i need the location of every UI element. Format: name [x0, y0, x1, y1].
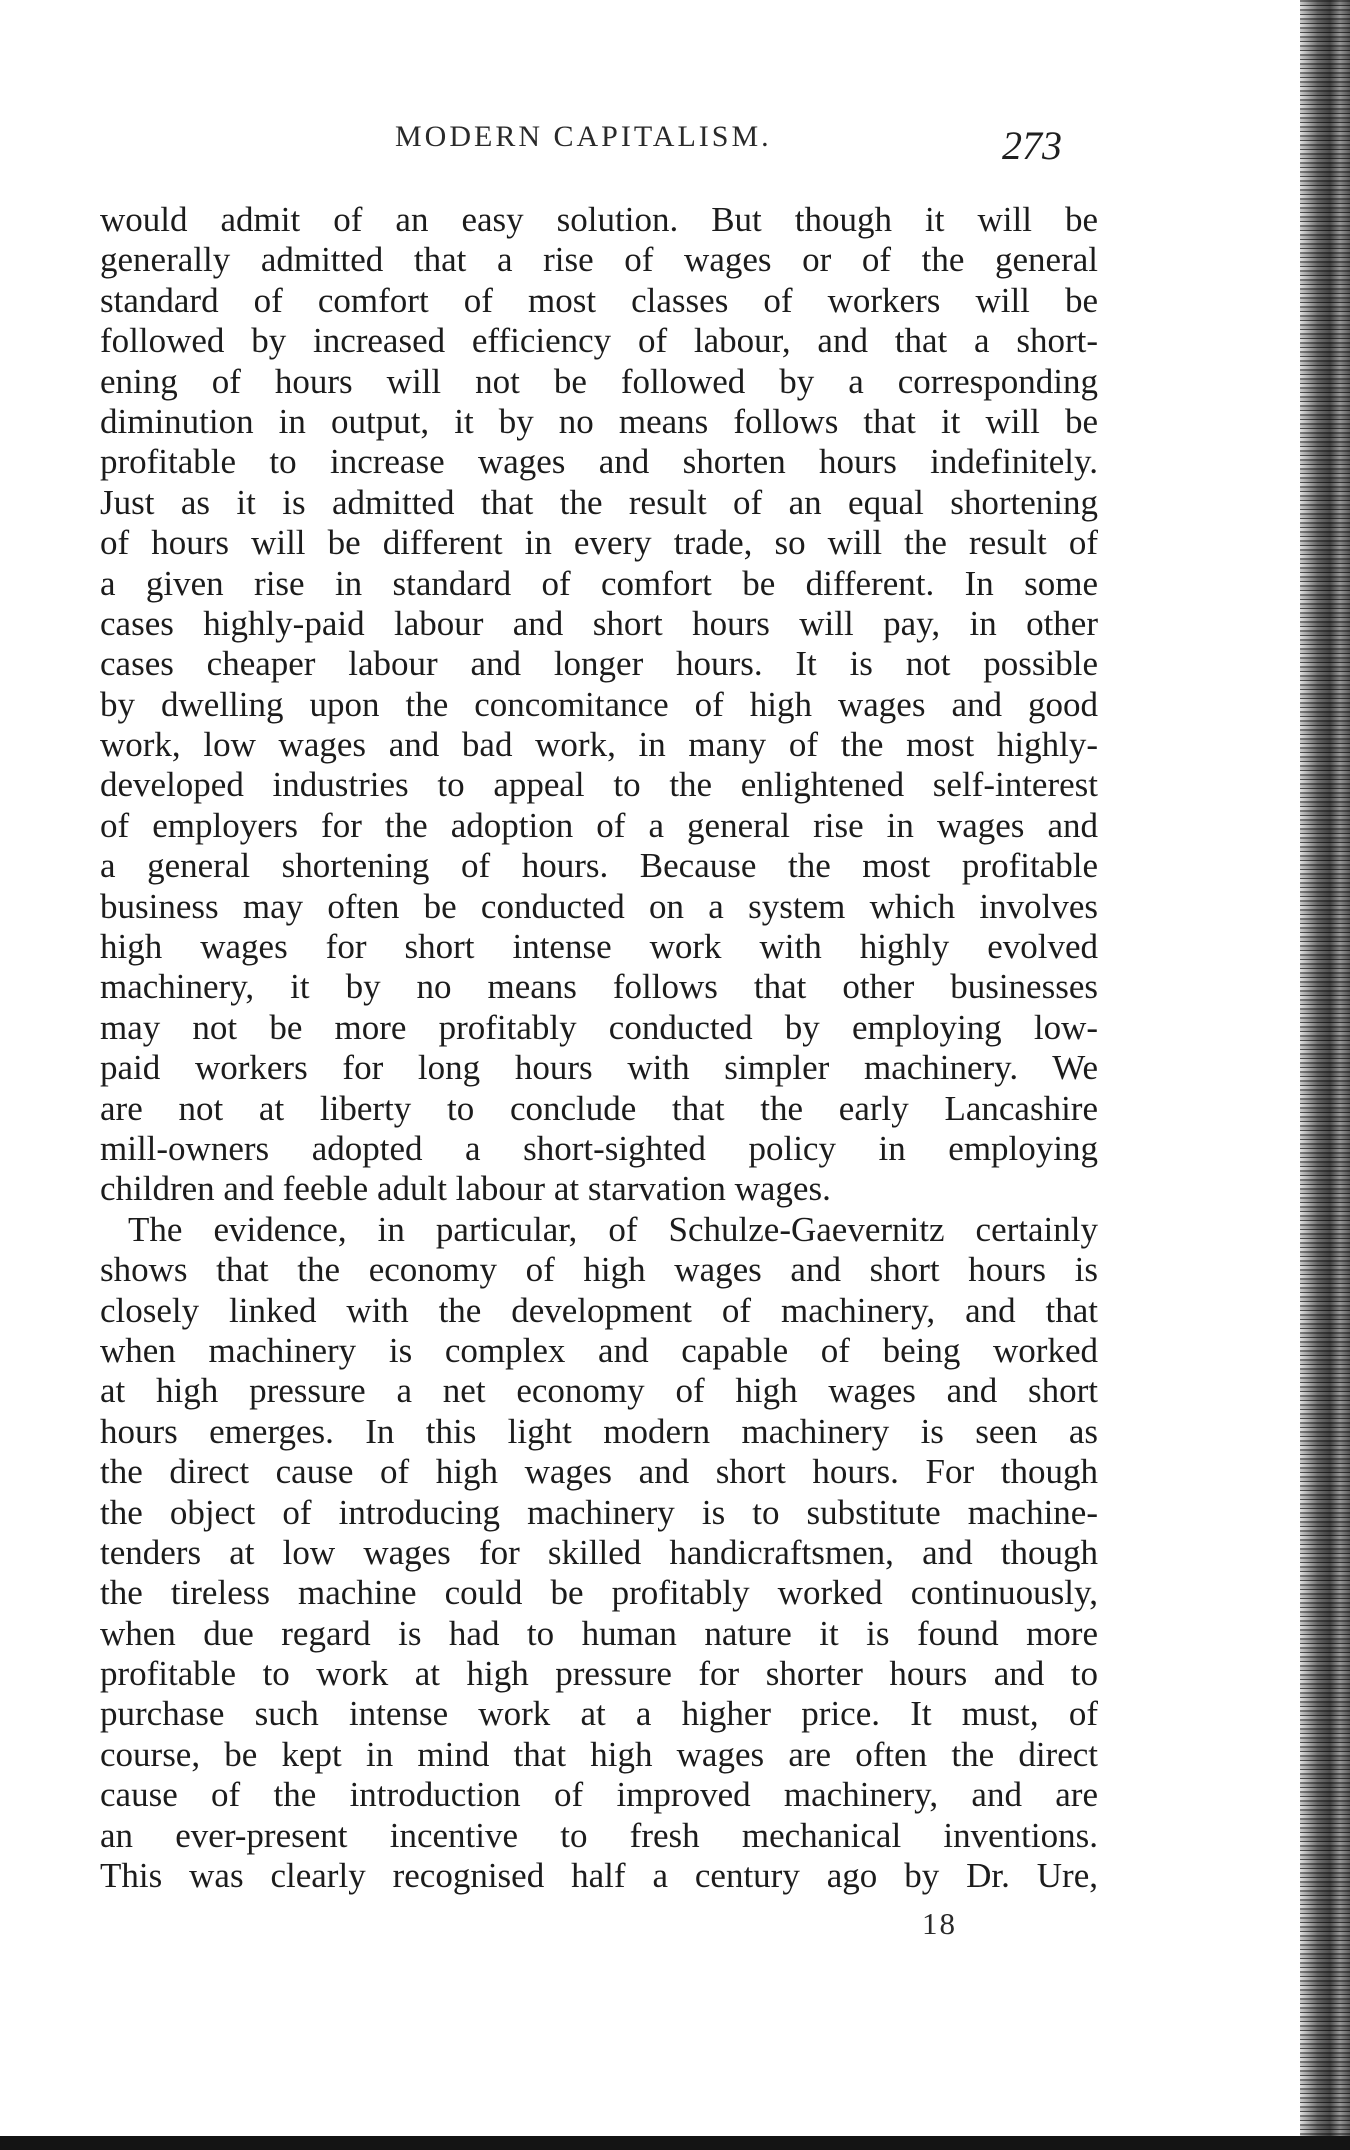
text-line: high wages for short intense work with highly evolved	[100, 927, 1098, 967]
body-text	[100, 200, 1098, 1896]
text-line: work, low wages and bad work, in many of the most highly-	[100, 725, 1098, 765]
book-edge-shadow	[1300, 0, 1350, 2150]
running-head: MODERN CAPITALISM.	[395, 120, 772, 153]
text-line: standard of comfort of most classes of workers will be	[100, 280, 1098, 320]
text-line: purchase such intense work at a higher price. It must, of	[100, 1694, 1098, 1734]
text-line: ening of hours will not be followed by a corresponding	[100, 361, 1098, 401]
text-line: cases cheaper labour and longer hours. It is not possible	[100, 644, 1098, 684]
text-line: mill-owners adopted a short-sighted policy in employing	[100, 1128, 1098, 1168]
text-line: diminution in output, it by no means follows that it will be	[100, 401, 1098, 441]
text-line: hours emerges. In this light modern machinery is seen as	[100, 1411, 1098, 1451]
text-line: course, be kept in mind that high wages are often the direct	[100, 1734, 1098, 1774]
text-line: Just as it is admitted that the result of an equal shortening	[100, 482, 1098, 522]
page-number: 273	[1002, 123, 1062, 168]
text-line: the direct cause of high wages and short hours. For though	[100, 1452, 1098, 1492]
text-line: of employers for the adoption of a general rise in wages and	[100, 805, 1098, 845]
text-line: profitable to work at high pressure for shorter hours and to	[100, 1654, 1098, 1694]
text-line: an ever-present incentive to fresh mechanical inventions.	[100, 1815, 1098, 1855]
text-line: cause of the introduction of improved machinery, and are	[100, 1775, 1098, 1815]
text-line: generally admitted that a rise of wages or of the general	[100, 240, 1098, 280]
text-line: business may often be conducted on a system which involves	[100, 886, 1098, 926]
text-line: profitable to increase wages and shorten hours indefinitely.	[100, 442, 1098, 482]
text-line: paid workers for long hours with simpler machinery. We	[100, 1048, 1098, 1088]
text-line: a general shortening of hours. Because the most profitable	[100, 846, 1098, 886]
text-line: This was clearly recognised half a century ago by Dr. Ure,	[100, 1856, 1098, 1896]
text-line: tenders at low wages for skilled handicraftsmen, and though	[100, 1532, 1098, 1572]
paragraph-end-line: children and feeble adult labour at starvation wages.	[100, 1169, 831, 1209]
signature-mark: 18	[922, 1906, 957, 1941]
text-line: a given rise in standard of comfort be different. In some	[100, 563, 1098, 603]
text-line: by dwelling upon the concomitance of high wages and good	[100, 684, 1098, 724]
paragraph-start-line: The evidence, in particular, of Schulze-Gaevernitz certainly	[128, 1209, 1098, 1249]
text-line: followed by increased efficiency of labour, and that a short-	[100, 321, 1098, 361]
text-line: would admit of an easy solution. But though it will be	[100, 200, 1098, 239]
text-line: the object of introducing machinery is to substitute machine-	[100, 1492, 1098, 1532]
text-line: developed industries to appeal to the enlightened self-interest	[100, 765, 1098, 805]
text-line: closely linked with the development of machinery, and that	[100, 1290, 1098, 1330]
text-line: at high pressure a net economy of high wages and short	[100, 1371, 1098, 1411]
text-line: cases highly-paid labour and short hours will pay, in other	[100, 603, 1098, 643]
text-line: are not at liberty to conclude that the early Lancashire	[100, 1088, 1098, 1128]
text-line: the tireless machine could be profitably worked continuously,	[100, 1573, 1098, 1613]
text-line: shows that the economy of high wages and short hours is	[100, 1250, 1098, 1290]
text-line: when machinery is complex and capable of being worked	[100, 1330, 1098, 1370]
text-line: of hours will be different in every trade, so will the result of	[100, 523, 1098, 563]
text-line: when due regard is had to human nature it is found more	[100, 1613, 1098, 1653]
scan-bottom-border	[0, 2136, 1350, 2150]
text-line: machinery, it by no means follows that other businesses	[100, 967, 1098, 1007]
text-line: may not be more profitably conducted by employing low-	[100, 1007, 1098, 1047]
